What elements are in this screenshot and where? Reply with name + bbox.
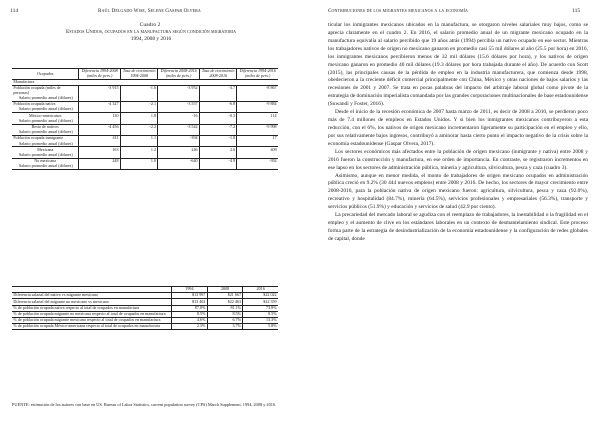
row-value: -8 867 xyxy=(266,85,277,91)
row-value: 8.5% xyxy=(207,311,243,317)
row-value: -2.2 xyxy=(120,124,158,130)
row-value: 5.8% xyxy=(243,324,278,330)
table-row xyxy=(12,324,278,330)
row-value: 411 xyxy=(79,136,121,142)
row-value: 1.1 xyxy=(120,136,158,142)
row-value: $22 359 xyxy=(243,299,278,305)
row-value: 409 xyxy=(270,146,277,152)
row-value: 2.3% xyxy=(172,324,208,330)
row-value: 2.6 xyxy=(199,147,237,153)
col-header-diff-2008-2016: Diferencia 2008-2016 (miles de pers.) xyxy=(158,69,200,80)
section-label: Manufactura xyxy=(13,79,35,85)
right-page xyxy=(300,0,600,431)
occupation-table xyxy=(12,68,278,170)
row-label: Salario promedio anual (dólares) xyxy=(12,141,79,147)
wage-gap-table xyxy=(12,286,278,330)
row-label: México-americanos xyxy=(12,113,79,119)
right-page-number: 115 xyxy=(572,8,581,14)
row-value xyxy=(158,164,200,170)
paragraph: Los sectores económicos más afectados entre la población de origen mexicano (inmigrante y nativa) entre 2008 y 2016 fueron la construcción y manufactura, en ese orden de importancia. En contraste, se registraron incrementos en ese lapso en los sectores de administración pública, minería y agricultura, silvicultura, pesca y caza (cuadro 3). xyxy=(328,148,588,171)
row-value: 81.1% xyxy=(207,305,243,311)
row-value: 13.3% xyxy=(243,317,278,323)
row-label: No mexicana xyxy=(12,158,79,164)
col-header-diff-1994-2016: Diferencia 1994-2016 (miles de pers.) xyxy=(239,68,276,78)
row-value: -3 542 xyxy=(158,124,200,130)
paragraph: Desde el inicio de la recesión económica de 2007 hasta marzo de 2011, es decir de 2008 a 2010, se perdieron poco más de 7.4 millones de empleos en Estados Unidos. Y si bien los inmigrantes mexicanos contribuyeron a esta reducción, con el 6%, los nativos de origen mexicano incrementaron ligeramente su participación en el empleo y ello, por sus relativamente bajos ingresos, contribuyó a aminorar hasta cierto punto el impacto negativo de la crisis sobre la economía estadounidense (Gaspar Olvera, 2017). xyxy=(328,109,588,147)
row-value: $13 402 xyxy=(172,299,208,305)
row-value: 6.7% xyxy=(207,317,243,323)
col-header-ocupados: Ocupados xyxy=(12,69,79,80)
year-1994: 1994 xyxy=(172,287,208,293)
row-label: Resto de nativos xyxy=(12,124,79,130)
row-label: % de población ocupada México-americana respecto al total de ocupados en manufactura xyxy=(13,323,160,329)
row-value: 130 xyxy=(79,113,121,119)
row-value: -3 952 xyxy=(158,85,200,95)
row-value: -4 327 xyxy=(79,101,121,107)
row-value: 73.8% xyxy=(243,305,278,311)
row-value: -3 557 xyxy=(158,101,200,107)
paragraph: Asimismo, aunque en menor medida, el monto de trabajadores de origen mexicano ocupados en administración pública creció en 9.2% (30 444 nuevos empleos) entre 2008 y 2016. De hecho, los sectores de mayor crecimiento entre 2008-2016, para la población nativa de origen mexicano fueron: agricultura, silvicultura, pesca y caza (92.0%), recreativo y hospitalidad (84.7%), minería (64.5%), servicios profesionales y empresariales (56.3%), transporte y servicios públicos (51.9%) y educación y servicios de salud (42.9 por ciento). xyxy=(328,172,588,211)
row-value: $21 667 xyxy=(207,293,243,299)
row-label: % de población ocupada migrante no mexicana respecto al total de ocupados en manufactura xyxy=(13,311,166,317)
row-value: -2.1 xyxy=(120,101,158,107)
row-label: Salario promedio anual (dólares) xyxy=(12,107,79,113)
table-row xyxy=(12,164,278,170)
row-value: 87.0% xyxy=(172,305,208,311)
year-2016: 2016 xyxy=(243,287,278,293)
row-value: -9 998 xyxy=(266,123,277,129)
table-header-row xyxy=(12,69,278,80)
left-running-header: Raúl Delgado Wise, Selene Gaspar Olvera xyxy=(98,8,201,14)
row-label: Población ocupada (miles de personas) xyxy=(12,85,79,95)
paragraph: La precariedad del mercado laboral se agudiza con el reemplazo de trabajadores, la inestabilidad o la fragilidad en el empleo y el aumento de clive en los estándares laborales en un contexto de desmantelamiento sindical. Este proceso forma parte de la estrategia de desindustrialización de la economía estadounidense y la configuración de redes globales de capital, donde xyxy=(328,212,588,242)
row-value: -3 915 xyxy=(79,85,121,95)
row-label: % de población ocupada migrante mexicana respecto al total de ocupados en manufactura xyxy=(13,317,161,323)
row-value: 114 xyxy=(270,112,277,118)
row-label: Mexicana xyxy=(12,147,79,153)
row-value: 3.7% xyxy=(207,324,243,330)
row-value: -394 xyxy=(158,136,200,142)
row-value: -9 884 xyxy=(266,101,277,107)
row-value: -6.8 xyxy=(199,101,237,107)
row-value: 4.6% xyxy=(172,317,208,323)
row-value: 246 xyxy=(158,147,200,153)
row-value: -640 xyxy=(158,158,200,164)
row-value: $13 997 xyxy=(172,293,208,299)
row-value xyxy=(237,164,278,170)
row-value xyxy=(199,164,237,170)
row-value: 1.8 xyxy=(120,113,158,119)
row-value: 1.0 xyxy=(120,158,158,164)
col-header-rate-1994-2008: Tasa de crecimiento 1994-2008 xyxy=(120,69,158,80)
row-value: -1.6 xyxy=(120,85,158,95)
row-value: -0.3 xyxy=(199,113,237,119)
row-label: Diferencia salarial del migrante no mexicano vs mexicano xyxy=(13,298,109,304)
row-value: 8.5% xyxy=(243,311,278,317)
row-value xyxy=(79,164,121,170)
row-label: Salario promedio anual (dólares) xyxy=(12,96,79,102)
row-value: -16 xyxy=(158,113,200,119)
col-header-rate-2008-2016: Tasa de crecimiento 2008-2016 xyxy=(199,69,237,80)
row-value: $22 022 xyxy=(243,293,278,299)
row-label: Diferencia salarial del nativo vs migrante mexicano xyxy=(13,292,98,298)
row-label: Salario promedio anual (dólares) xyxy=(12,119,79,125)
row-value: -3.7 xyxy=(199,85,237,95)
row-value: 17 xyxy=(272,135,277,141)
row-value: -392 xyxy=(269,158,277,164)
row-value: $22 463 xyxy=(207,299,243,305)
year-2008: 2008 xyxy=(207,287,243,293)
row-label: Salario promedio anual (dólares) xyxy=(12,130,79,136)
row-value: 163 xyxy=(79,147,121,153)
table-label: Cuadro 2 xyxy=(139,22,161,28)
row-value: 8.5% xyxy=(172,311,208,317)
table-source: FUENTE: estimación de los autores con base en US. Bureau of Labor Statistics, current population survey (CPS) March Supplement, 1994, 2008 y 2016. xyxy=(12,402,277,407)
row-value xyxy=(120,164,158,170)
row-value: -4.9 xyxy=(199,158,237,164)
row-value: -4 456 xyxy=(79,124,121,130)
row-label: Salario promedio anual (dólares) xyxy=(12,164,79,170)
table-title: Estados Unidos, ocupados en la manufactura según condición migratoria xyxy=(65,29,237,35)
right-running-header: Contribuciones de los migrantes mexicanos a la economía xyxy=(328,8,469,14)
paragraph: ticular los inmigrantes mexicanos ubicados en la manufactura, se otorgaron niveles salariales muy bajos, como se aprecia claramente en el cuadro 2. En 2016, el salario promedio anual de un migrante mexicano ocupado en la manufactura equivalía al salario percibido que 19 años atrás (1994) percibía un nativo ocupado en ese sector. Mientras los trabajadores nativos de origen no mexicano ganaron en promedio casi 55 mil dólares al año (25.5 por hora) en 2016, los inmigrantes mexicanos percibieron menos de 32 mil dólares (15.6 dólares por hora), y los nativos de origen mexicano ganaron en promedio 40 mil dólares (19.3 dólares por hora trabajada durante el año). De acuerdo con Scott (2015), las principales causas de la pérdida de empleo en la industria manufacturera, que comienza desde 1998, obedecieron a la creciente déficit comercial principalmente con China, México y otras naciones de bajos salarios y las recesiones de 2001 y 2007. Se trata en pocas palabras del impacto del arbitraje laboral global como pivote de la estrategia de dominación imperialista comandada por las grandes corporaciones multinacionales de base estadounidense (Suwandi y Foster, 2016). xyxy=(328,22,589,108)
col-header-diff-1994-2008: Diferencia 1994-2008 (miles de pers.) xyxy=(79,69,121,80)
row-value: -7.2 xyxy=(199,124,237,130)
row-value: 248 xyxy=(79,158,121,164)
row-value: 1.2 xyxy=(120,147,158,153)
row-value: -1.8 xyxy=(199,136,237,142)
row-label: Población ocupada nativa xyxy=(12,101,79,107)
table-years: 1994, 2008 y 2016 xyxy=(130,36,172,42)
body-text xyxy=(328,22,588,244)
left-page-number: 114 xyxy=(10,8,19,14)
row-label: Población ocupada inmigrante xyxy=(12,136,79,142)
row-label: Salario promedio anual (dólares) xyxy=(12,153,79,159)
row-label: % de población ocupada nativa respecto al total de ocupados en manufactura xyxy=(13,304,140,310)
